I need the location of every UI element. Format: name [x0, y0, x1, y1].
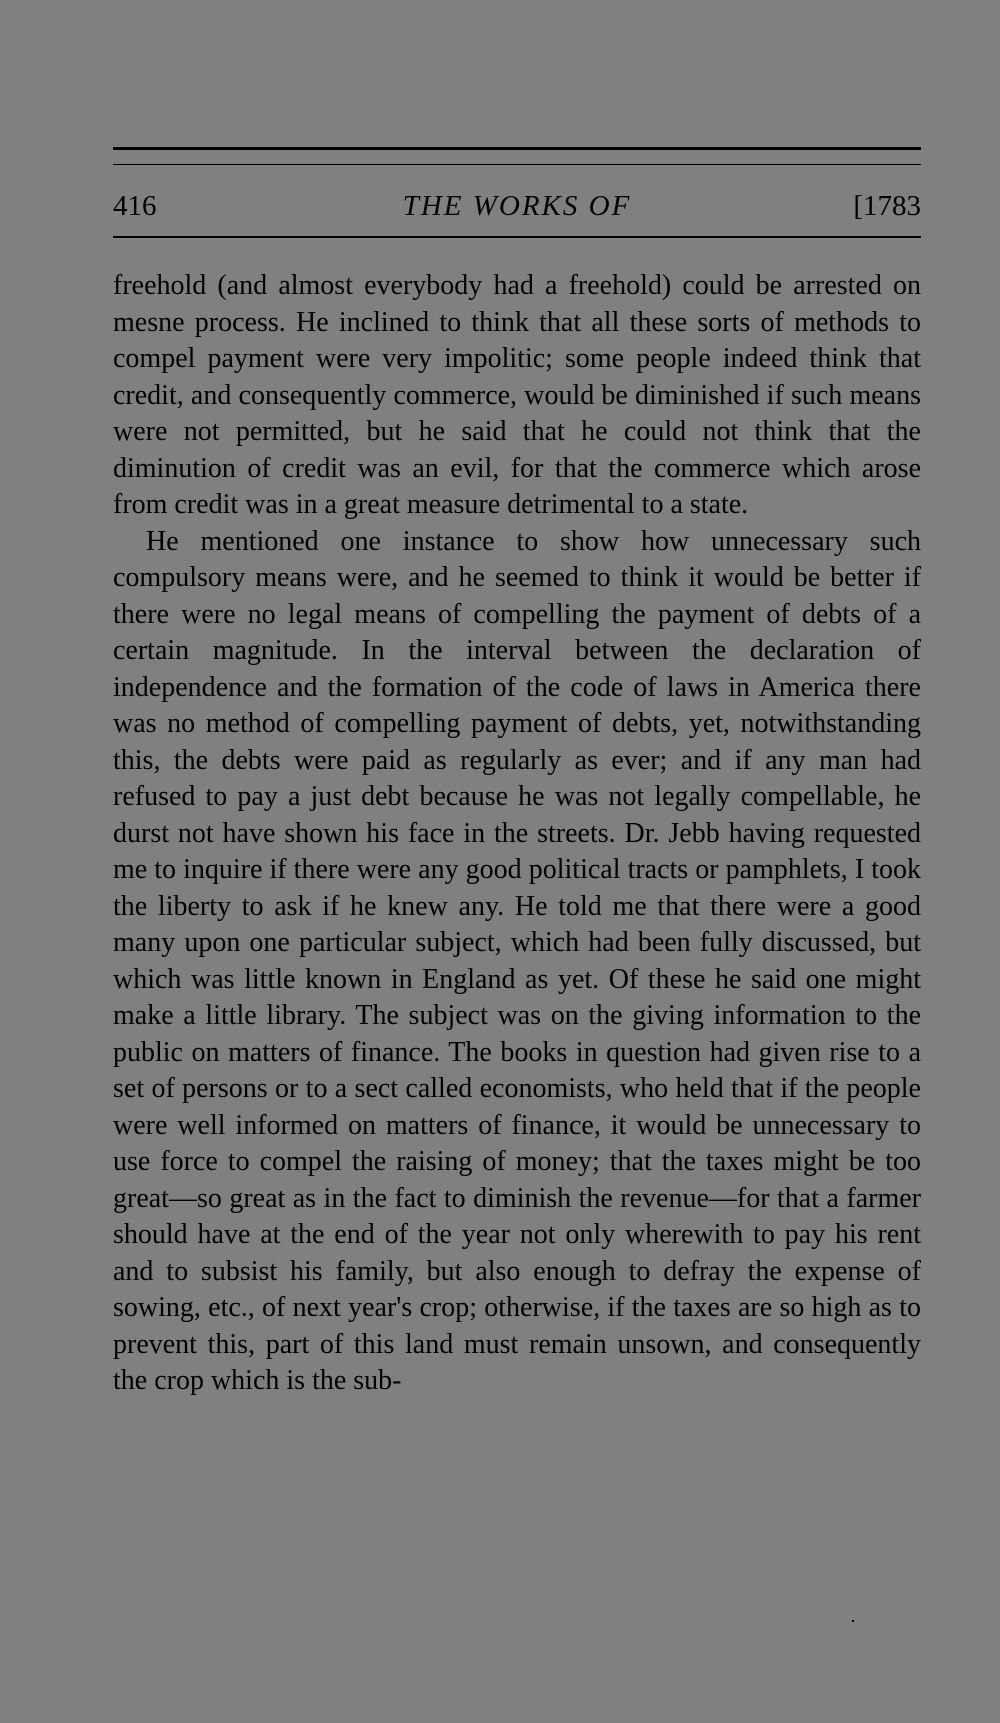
speck-mark	[852, 1620, 854, 1622]
header-rule-top-thin	[113, 164, 921, 165]
header-rule-top-thick	[113, 147, 921, 150]
body-text	[113, 268, 921, 1400]
page-number: 416	[113, 190, 157, 222]
header-year: [1783	[853, 190, 921, 222]
paragraph-continuation: freehold (and almost everybody had a freehold) could be arrested on mesne process. He inclined to think that all these sorts of methods to compel payment were very impolitic; some people indeed think that credit, and consequently commerce, would be diminished if such means were not permitted, but he said that he could not think that the diminution of credit was an evil, for that the commerce which arose from credit was in a great measure detrimental to a state.	[113, 270, 921, 520]
header-rule-bottom	[113, 236, 921, 238]
running-title: THE WORKS OF	[402, 190, 632, 222]
paragraph: He mentioned one instance to show how unnecessary such compulsory means were, and he seemed to think it would be better if there were no legal means of compelling the payment of debts of a certain magnitude. In the interval between the declaration of independence and the formation of the code of laws in America there was no method of compelling payment of debts, yet, notwithstanding this, the debts were paid as regularly as ever; and if any man had refused to pay a just debt because he was not legally compellable, he durst not have shown his face in the streets. Dr. Jebb having requested me to inquire if there were any good political tracts or pamphlets, I took the liberty to ask if he knew any. He told me that there were a good many upon one particular subject, which had been fully discussed, but which was little known in England as yet. Of these he said one might make a little library. The subject was on the giving information to the public on matters of finance. The books in question had given rise to a set of persons or to a sect called economists, who held that if the people were well informed on matters of finance, it would be unnecessary to use force to compel the raising of money; that the taxes might be too great—so great as in the fact to diminish the revenue—for that a farmer should have at the end of the year not only wherewith to pay his rent and to subsist his family, but also enough to defray the expense of sowing, etc., of next year's crop; otherwise, if the taxes are so high as to prevent this, part of this land must remain unsown, and consequently the crop which is the sub-	[113, 525, 921, 1396]
running-header	[113, 186, 921, 226]
